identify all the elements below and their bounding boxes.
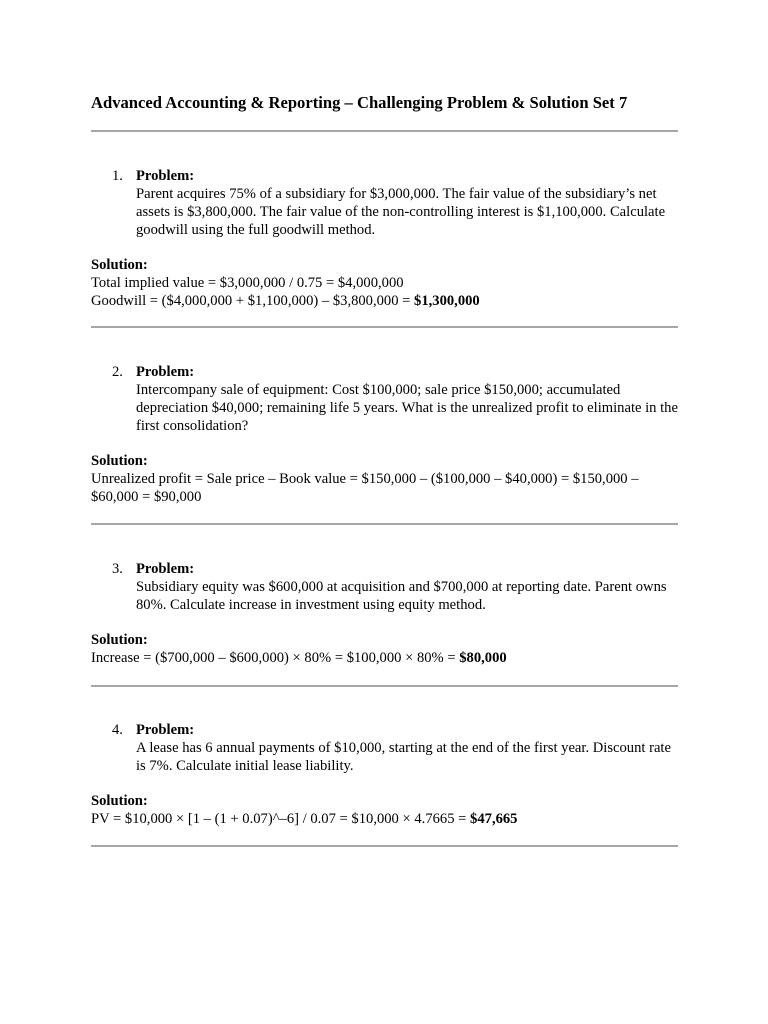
- problem-text: Intercompany sale of equipment: Cost $100,000; sale price $150,000; accumulated depreciation $40,000; remaining life 5 years. What is the unrealized profit to eliminate in the first consolidation?: [136, 382, 678, 434]
- problem-label: Problem:: [136, 364, 195, 380]
- solution-line: Increase = ($700,000 – $600,000) × 80% = $100,000 × 80% = $80,000: [91, 650, 507, 666]
- solution-answer: $1,300,000: [414, 293, 480, 309]
- solution-label: Solution:: [91, 257, 148, 273]
- divider: [91, 130, 678, 132]
- problem-heading: [91, 363, 681, 381]
- divider: [91, 685, 678, 687]
- problem-text: Subsidiary equity was $600,000 at acquisition and $700,000 at reporting date. Parent owns 80%. Calculate increase in investment using equity method.: [136, 579, 667, 613]
- problem-1: [91, 167, 681, 310]
- solution-label: Solution:: [91, 632, 148, 648]
- solution-line: Unrealized profit = Sale price – Book value = $150,000 – ($100,000 – $40,000) = $150,000 – $60,000 = $90,000: [91, 471, 639, 505]
- problem-label: Problem:: [136, 722, 195, 738]
- solution-answer: $80,000: [459, 650, 507, 666]
- solution-line: Total implied value = $3,000,000 / 0.75 = $4,000,000: [91, 275, 404, 291]
- problem-heading: [91, 167, 681, 185]
- divider: [91, 523, 678, 525]
- solution-label: Solution:: [91, 453, 148, 469]
- problem-heading: [91, 560, 681, 578]
- solution-label: Solution:: [91, 793, 148, 809]
- document-title: Advanced Accounting & Reporting – Challenging Problem & Solution Set 7: [91, 93, 628, 112]
- problem-heading: [91, 721, 681, 739]
- problem-number: 3.: [112, 561, 123, 577]
- problem-text: A lease has 6 annual payments of $10,000, starting at the end of the first year. Discount rate is 7%. Calculate initial lease liability.: [136, 740, 671, 774]
- problem-2: [91, 363, 681, 506]
- problem-label: Problem:: [136, 561, 195, 577]
- solution-line: Goodwill = ($4,000,000 + $1,100,000) – $3,800,000 = $1,300,000: [91, 293, 480, 309]
- divider: [91, 845, 678, 847]
- problem-4: [91, 721, 681, 828]
- problem-number: 1.: [112, 168, 123, 184]
- problem-number: 4.: [112, 722, 123, 738]
- divider: [91, 326, 678, 328]
- problem-number: 2.: [112, 364, 123, 380]
- problem-3: [91, 560, 681, 667]
- solution-answer: $47,665: [470, 811, 518, 827]
- solution-line: PV = $10,000 × [1 – (1 + 0.07)^–6] / 0.07 = $10,000 × 4.7665 = $47,665: [91, 811, 518, 827]
- problem-label: Problem:: [136, 168, 195, 184]
- problem-text: Parent acquires 75% of a subsidiary for $3,000,000. The fair value of the subsidiary’s net assets is $3,800,000. The fair value of the non-controlling interest is $1,100,000. Calculate goodwill using the full goodwill method.: [136, 186, 666, 238]
